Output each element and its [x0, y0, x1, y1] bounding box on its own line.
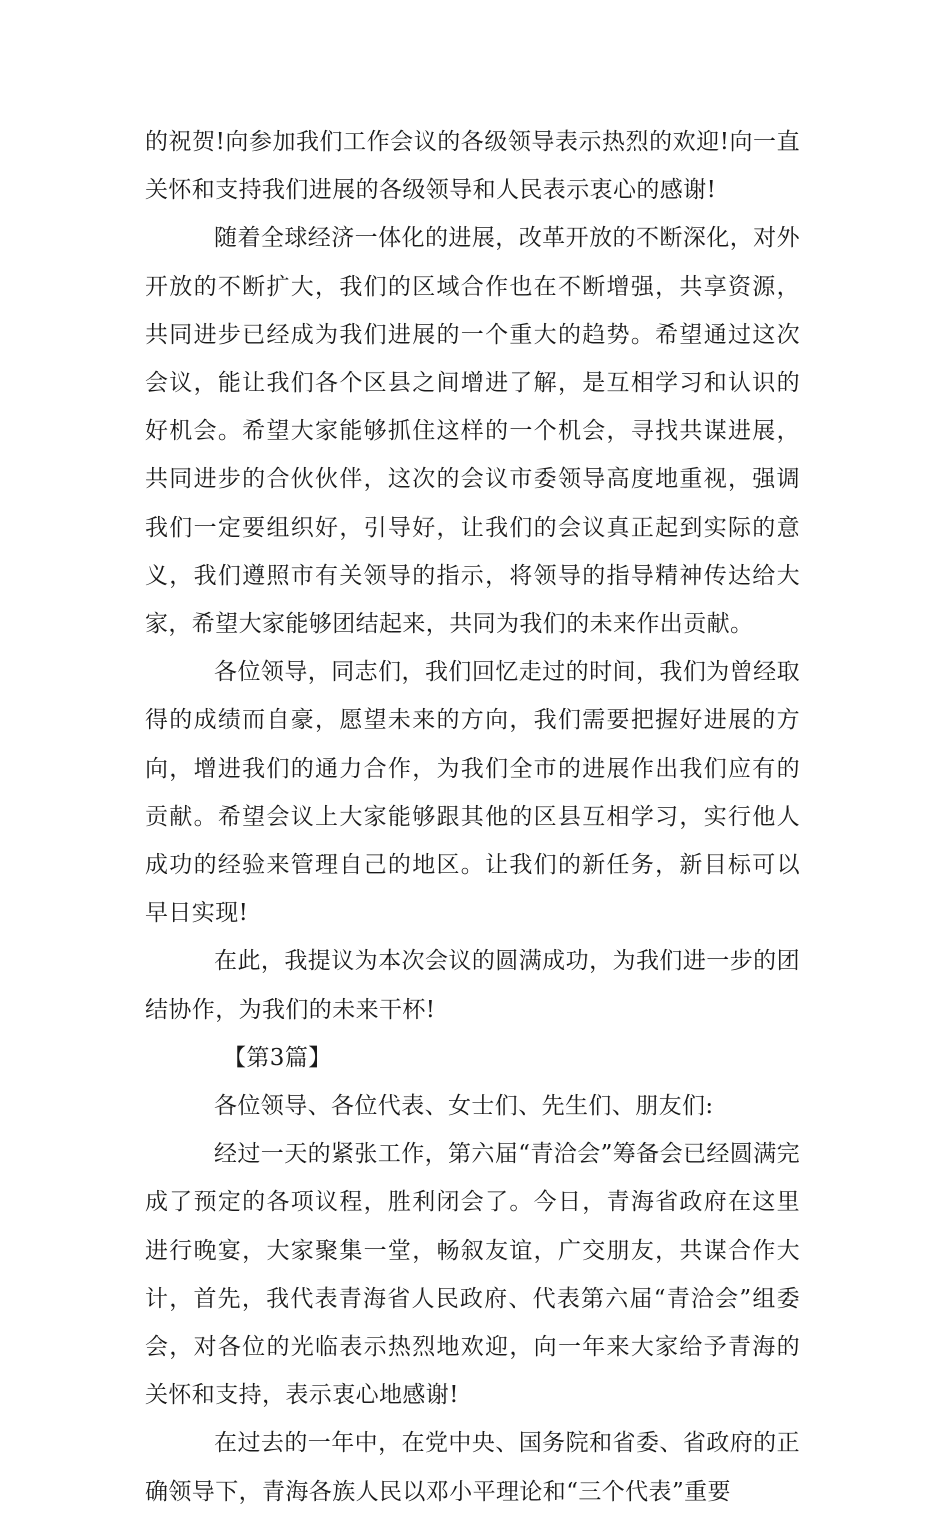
paragraph-5: 经过一天的紧张工作，第六届“青洽会”筹备会已经圆满完成了预定的各项议程，胜利闭会了。今日，青海省政府在这里进行晚宴，大家聚集一堂，畅叙友谊，广交朋友，共谋合作大计，首先，我代表青海省人民政府、代表第六届“青洽会”组委会，对各位的光临表示热烈地欢迎，向一年来大家给予青海的关怀和支持，表示衷心地感谢!: [145, 1141, 800, 1409]
paragraph-2: 随着全球经济一体化的进展，改革开放的不断深化，对外开放的不断扩大，我们的区域合作也在不断增强，共享资源，共同进步已经成为我们进展的一个重大的趋势。希望通过这次会议，能让我们各个区县之间增进了解，是互相学习和认识的好机会。希望大家能够抓住这样的一个机会，寻找共谋进展，共同进步的合伙伙伴，这次的会议市委领导高度地重视，强调我们一定要组织好，引导好，让我们的会议真正起到实际的意义，我们遵照市有关领导的指示，将领导的指导精神传达给大家，希望大家能够团结起来，共同为我们的未来作出贡献。: [145, 225, 800, 638]
document-body: [145, 118, 800, 1516]
salutation: 各位领导、各位代表、女士们、先生们、朋友们:: [214, 1093, 714, 1120]
paragraph-4: 在此，我提议为本次会议的圆满成功，为我们进一步的团结协作，为我们的未来干杯!: [145, 948, 800, 1023]
paragraph-3: 各位领导，同志们，我们回忆走过的时间，我们为曾经取得的成绩而自豪，愿望未来的方向，我们需要把握好进展的方向，增进我们的通力合作，为我们全市的进展作出我们应有的贡献。希望会议上大家能够跟其他的区县互相学习，实行他人成功的经验来管理自己的地区。让我们的新任务，新目标可以早日实现!: [145, 659, 800, 927]
section-heading: 【第3篇】: [223, 1044, 332, 1071]
paragraph-1: 的祝贺!向参加我们工作会议的各级领导表示热烈的欢迎!向一直关怀和支持我们进展的各级领导和人民表示衷心的感谢!: [145, 129, 800, 204]
paragraph-6: 在过去的一年中，在党中央、国务院和省委、省政府的正确领导下，青海各族人民以邓小平理论和“三个代表”重要: [145, 1430, 800, 1505]
